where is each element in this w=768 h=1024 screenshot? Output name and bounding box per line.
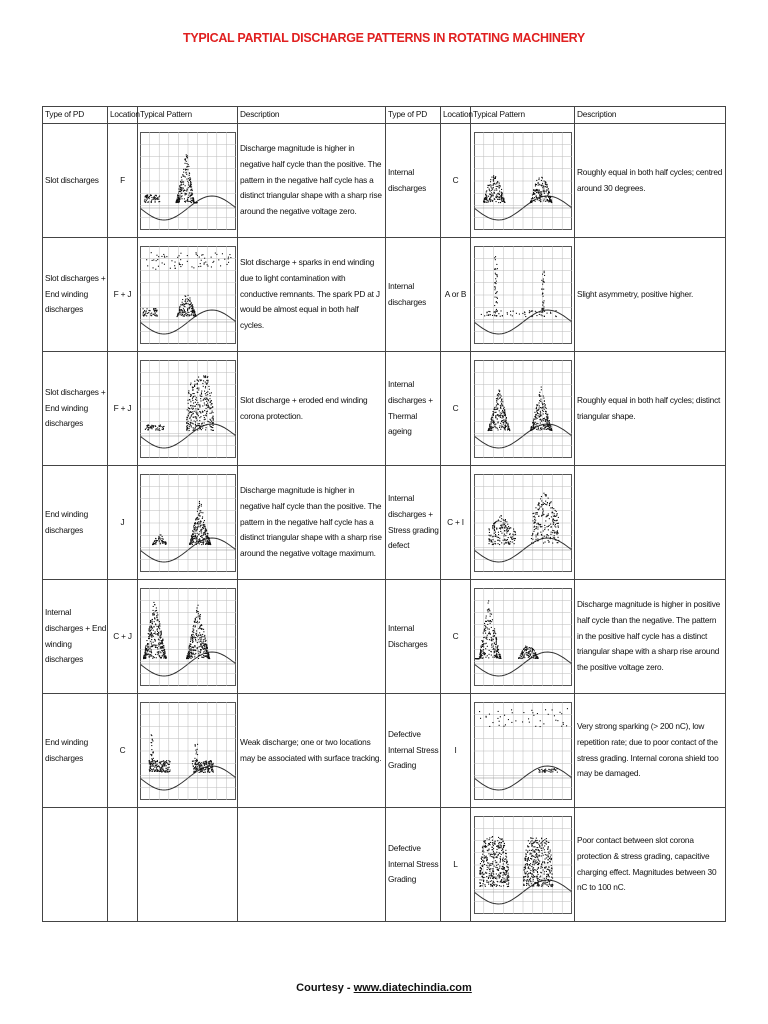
pd-patterns-table: [42, 106, 726, 922]
pd-pattern-right: [471, 124, 575, 238]
table-header-row: [43, 107, 726, 124]
pd-type-right: Internal Discharges: [386, 580, 441, 694]
pd-location-left: F: [108, 124, 138, 238]
courtesy-link[interactable]: www.diatechindia.com: [353, 982, 472, 994]
pd-description-left: Slot discharge + sparks in end winding due to light contamination with conductive remnants. The spark PD at J would be almost equal in both half cycles.: [238, 238, 386, 352]
table-row: [43, 238, 726, 352]
pd-description-right: Roughly equal in both half cycles; distinct triangular shape.: [575, 352, 726, 466]
pd-pattern-right: [471, 808, 575, 922]
pd-description-right: Roughly equal in both half cycles; centred around 30 degrees.: [575, 124, 726, 238]
header-pattern-right: Typical Pattern: [471, 107, 575, 124]
header-type-left: Type of PD: [43, 107, 108, 124]
pd-type-left: Slot discharges + End winding discharges: [43, 352, 108, 466]
pd-description-left: Discharge magnitude is higher in negative half cycle than the positive. The pattern in the negative half cycle has a distinct triangular shape with a sharp rise around the negative voltage maximum.: [238, 466, 386, 580]
table-row: [43, 352, 726, 466]
pd-description-left: [238, 580, 386, 694]
pd-pattern-graphic: [474, 360, 572, 458]
pd-location-left: C: [108, 694, 138, 808]
pd-type-right: Internal discharges + Stress grading defect: [386, 466, 441, 580]
pd-type-right: Defective Internal Stress Grading: [386, 694, 441, 808]
pd-pattern-right: [471, 352, 575, 466]
pd-location-left: F + J: [108, 238, 138, 352]
pd-description-left: Discharge magnitude is higher in negative half cycle than the positive. The pattern in the negative half cycle has a distinct triangular shape with a sharp rise around the negative voltage zero.: [238, 124, 386, 238]
pd-description-left: Slot discharge + eroded end winding corona protection.: [238, 352, 386, 466]
pd-pattern-left: [138, 694, 238, 808]
table-row: [43, 466, 726, 580]
table-row: [43, 124, 726, 238]
pd-description-right: Poor contact between slot corona protection & stress grading, capacitive charging effect. Magnitudes between 30 nC to 100 nC.: [575, 808, 726, 922]
pd-location-right: C + I: [441, 466, 471, 580]
pd-pattern-right: [471, 580, 575, 694]
pd-pattern-graphic: [474, 474, 572, 572]
header-location-left: Location: [108, 107, 138, 124]
pd-type-left: Internal discharges + End winding discharges: [43, 580, 108, 694]
header-type-right: Type of PD: [386, 107, 441, 124]
pd-location-right: C: [441, 352, 471, 466]
pd-location-left: [108, 808, 138, 922]
table-row: [43, 694, 726, 808]
pd-description-left: Weak discharge; one or two locations may be associated with surface tracking.: [238, 694, 386, 808]
pd-pattern-right: [471, 466, 575, 580]
pd-location-right: C: [441, 580, 471, 694]
pd-pattern-right: [471, 238, 575, 352]
pd-type-left: Slot discharges: [43, 124, 108, 238]
pd-pattern-graphic: [140, 246, 236, 344]
pd-type-right: Defective Internal Stress Grading: [386, 808, 441, 922]
pd-location-left: J: [108, 466, 138, 580]
pd-pattern-graphic: [140, 588, 236, 686]
pd-location-left: F + J: [108, 352, 138, 466]
pd-description-right: Very strong sparking (> 200 nC), low repetition rate; due to poor contact of the stress grading. Internal corona shield too may be damaged.: [575, 694, 726, 808]
pd-location-right: I: [441, 694, 471, 808]
pd-pattern-graphic: [140, 702, 236, 800]
pd-pattern-graphic: [474, 816, 572, 914]
pd-description-right: Discharge magnitude is higher in positive half cycle than the negative. The pattern in the positive half cycle has a distinct triangular shape with a sharp rise around the positive voltage zero.: [575, 580, 726, 694]
pd-location-right: A or B: [441, 238, 471, 352]
header-description-right: Description: [575, 107, 726, 124]
pd-pattern-left: [138, 352, 238, 466]
courtesy-line: [0, 982, 768, 994]
pd-description-right: Slight asymmetry, positive higher.: [575, 238, 726, 352]
header-location-right: Location: [441, 107, 471, 124]
courtesy-label: Courtesy -: [296, 982, 354, 994]
pd-pattern-left: [138, 238, 238, 352]
header-description-left: Description: [238, 107, 386, 124]
pd-pattern-left: [138, 124, 238, 238]
header-pattern-left: Typical Pattern: [138, 107, 238, 124]
pd-location-right: C: [441, 124, 471, 238]
pd-pattern-right: [471, 694, 575, 808]
table-row: [43, 808, 726, 922]
pd-pattern-left: [138, 808, 238, 922]
pd-pattern-graphic: [140, 474, 236, 572]
pd-type-left: Slot discharges + End winding discharges: [43, 238, 108, 352]
page-title: TYPICAL PARTIAL DISCHARGE PATTERNS IN ROTATING MACHINERY: [183, 31, 585, 45]
pd-type-left: End winding discharges: [43, 466, 108, 580]
pd-description-left: [238, 808, 386, 922]
pd-pattern-graphic: [474, 702, 572, 800]
pd-description-right: [575, 466, 726, 580]
pd-location-right: L: [441, 808, 471, 922]
pd-type-left: End winding discharges: [43, 694, 108, 808]
pd-pattern-graphic: [140, 360, 236, 458]
pd-pattern-graphic: [140, 132, 236, 230]
pd-type-left: [43, 808, 108, 922]
pd-pattern-graphic: [474, 588, 572, 686]
pd-location-left: C + J: [108, 580, 138, 694]
pd-pattern-graphic: [474, 132, 572, 230]
pd-type-right: Internal discharges + Thermal ageing: [386, 352, 441, 466]
pd-pattern-graphic: [474, 246, 572, 344]
pd-pattern-left: [138, 466, 238, 580]
pd-type-right: Internal discharges: [386, 238, 441, 352]
pd-type-right: Internal discharges: [386, 124, 441, 238]
pd-pattern-left: [138, 580, 238, 694]
table-row: [43, 580, 726, 694]
